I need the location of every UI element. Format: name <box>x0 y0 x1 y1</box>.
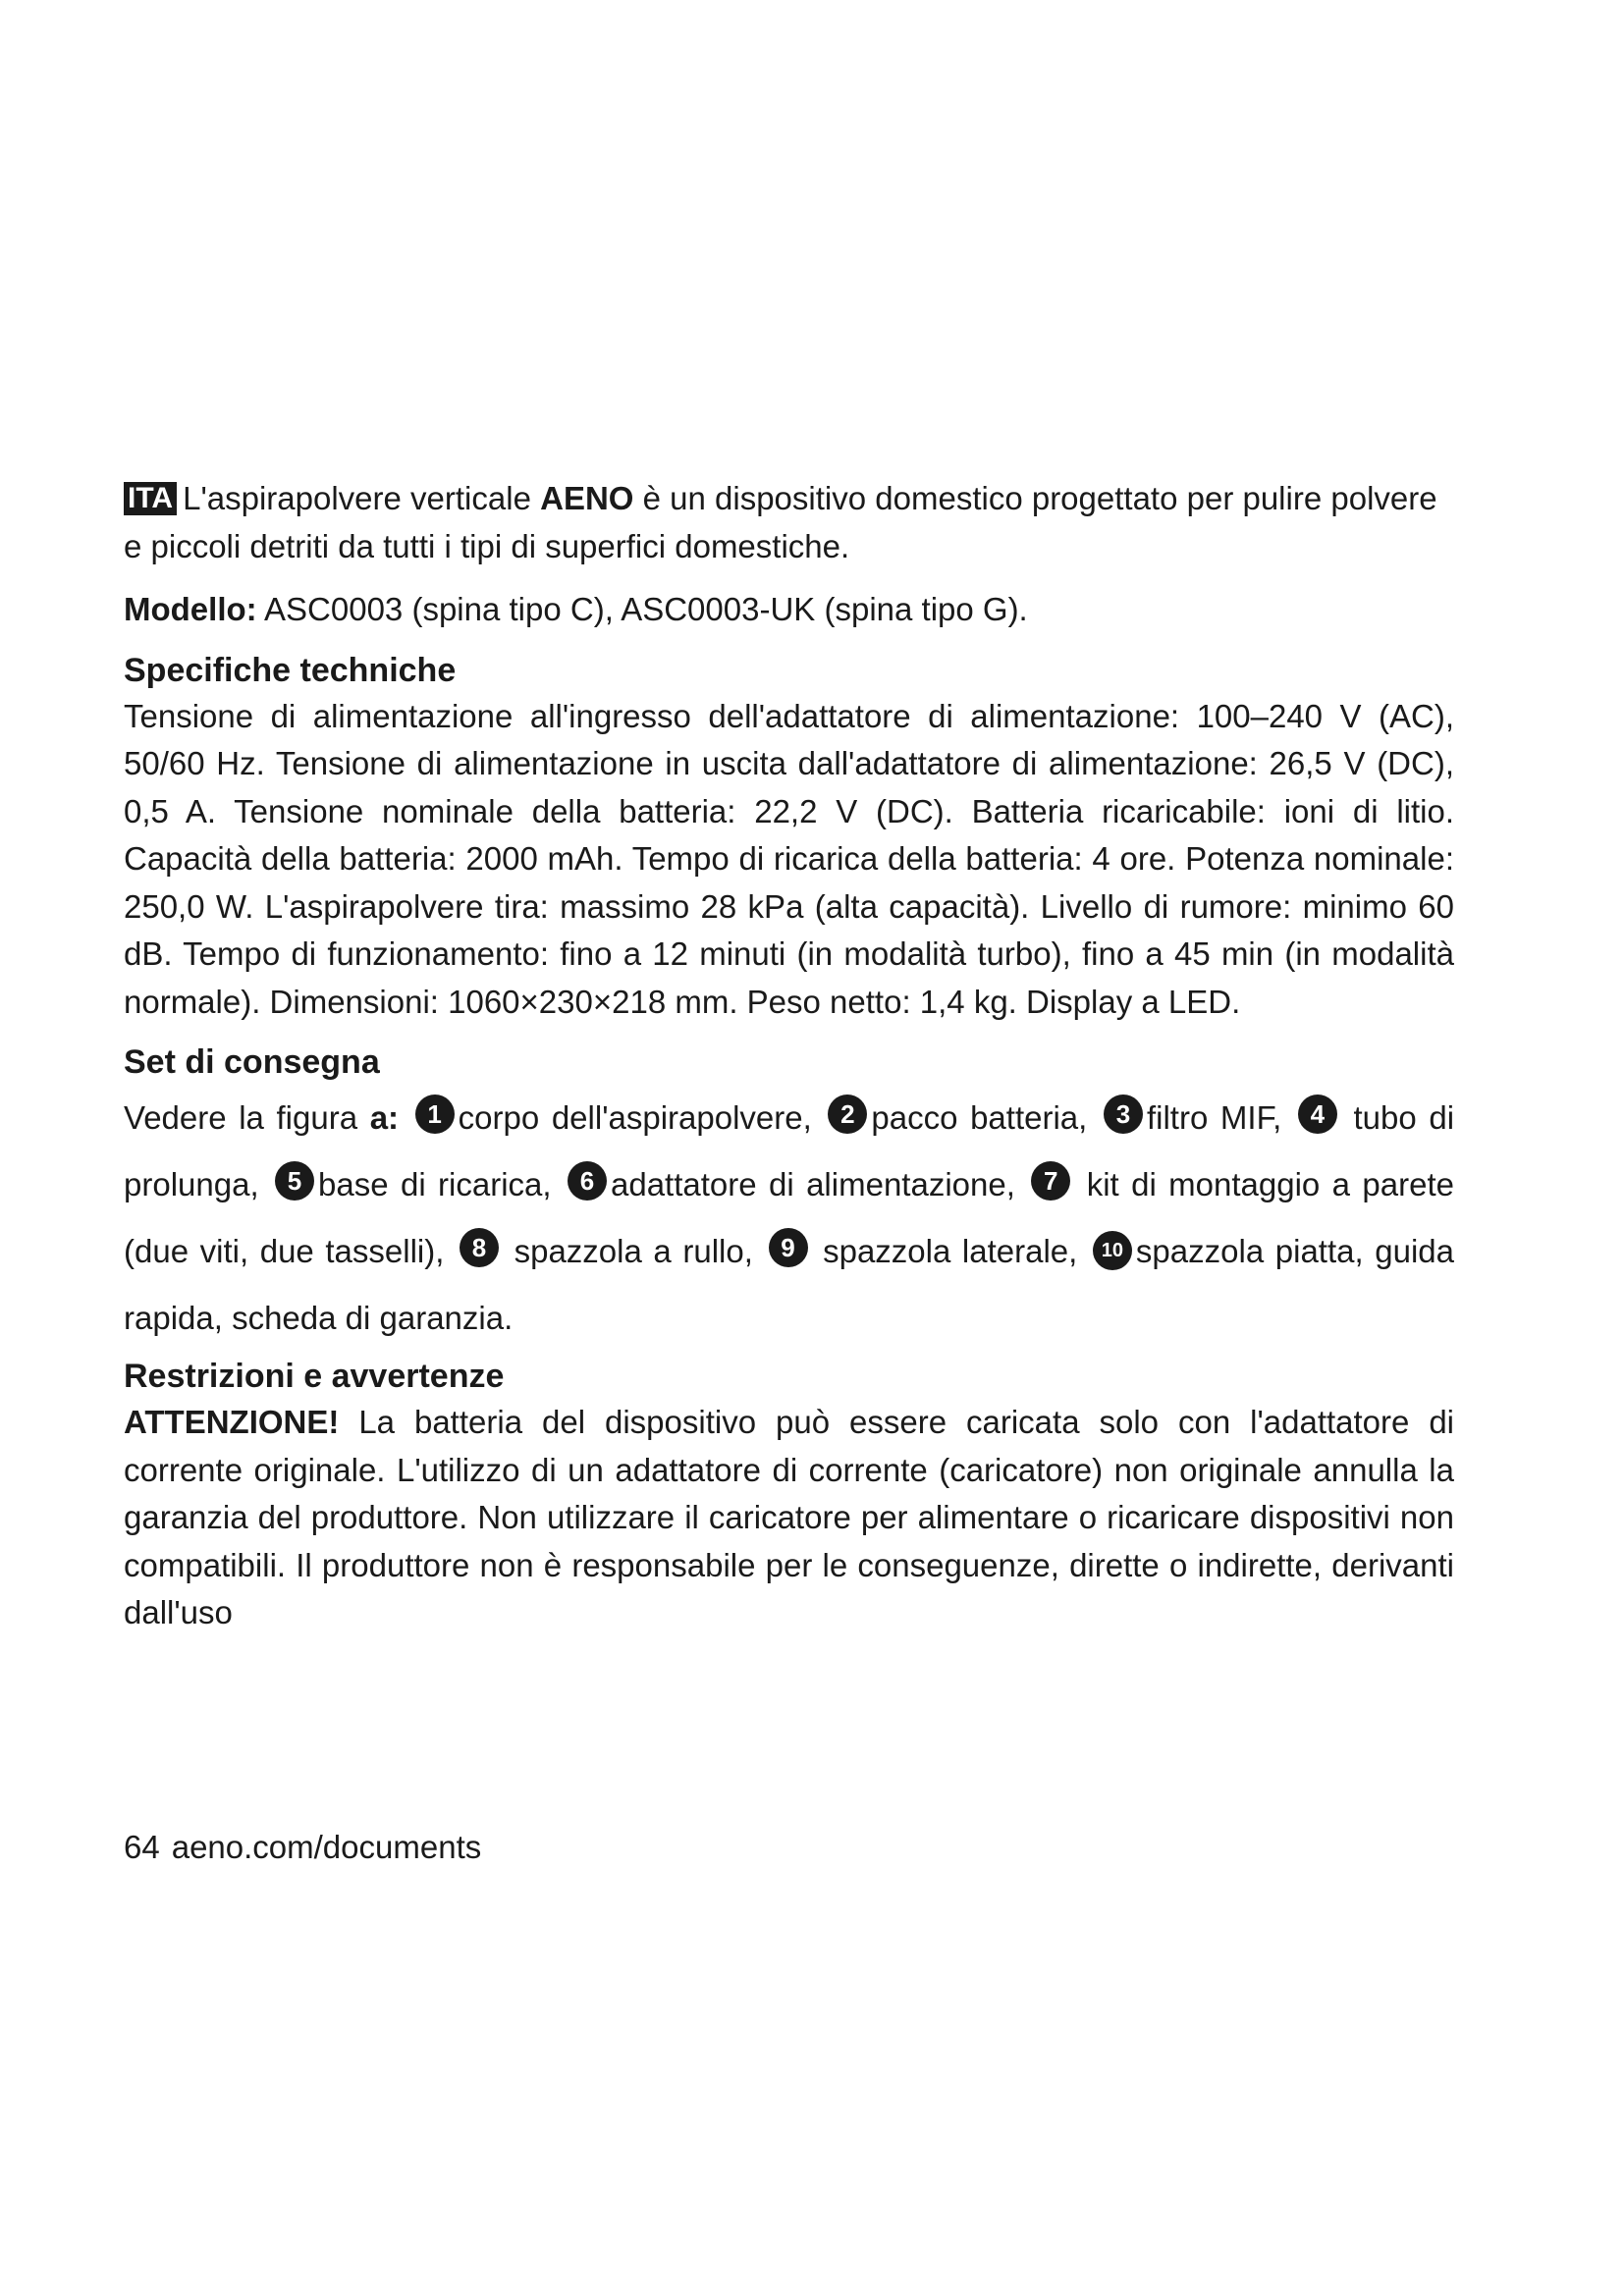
item-number-badge: 1 <box>415 1095 455 1134</box>
item-number-badge: 5 <box>275 1161 314 1201</box>
page-number: 64 <box>124 1829 160 1865</box>
item-number-badge: 7 <box>1031 1161 1070 1201</box>
restrictions-heading: Restrizioni e avvertenze <box>124 1358 505 1395</box>
list-item: spazzola piatta, <box>1135 1233 1364 1269</box>
list-item: tubo di prolunga, <box>124 1099 1455 1202</box>
model-label: Modello: <box>124 591 257 627</box>
item-number-badge: 4 <box>1298 1095 1337 1134</box>
brand-name: AENO <box>540 480 634 516</box>
list-item: base di ricarica, <box>318 1166 552 1202</box>
specs-body: Tensione di alimentazione all'ingresso dell'adattatore di alimentazione: 100–240 V (AC), 50/60 Hz. Tensione di alimentazione in uscita dall'adattatore di alimentazione: 26,5 V (DC), 0,5 A. Tensione nominale della batteria: 22,2 V (DC). Batteria ricaricabile: ioni di litio. Capacità della batteria: 2000 mAh. Tempo di ricarica della batteria: 4 ore. Potenza nominale: 250,0 W. L'aspirapolvere tira: massimo 28 kPa (alta capacità). Livello di rumore: minimo 60 dB. Tempo di funzionamento: fino a 12 minuti (in modalità turbo), fino a 45 min (in modalità normale). Dimensioni: 1060×230×218 mm. Peso netto: 1,4 kg. Display a LED. <box>124 697 1454 1020</box>
list-item: spazzola laterale, <box>823 1233 1078 1269</box>
list-item: pacco batteria, <box>871 1099 1088 1136</box>
item-number-badge: 9 <box>769 1228 808 1267</box>
delivery-heading: Set di consegna <box>124 1043 380 1081</box>
item-number-badge: 2 <box>828 1095 867 1134</box>
list-item: corpo dell'aspirapolvere, <box>458 1099 812 1136</box>
delivery-list: Vedere la figura a: 1 corpo dell'aspirapolvere, 2 pacco batteria, 3 filtro MIF, 4 tubo di prolunga, 5 base di ricarica, 6 adattatore di alimentazione, 7 kit di montaggio a parete (due viti, due tasselli), 8 spazzola a rullo, 9 spazzola laterale, 10 spazzola piatta, guida rapida, scheda di garanzia. <box>124 1085 1454 1352</box>
footer-url: aeno.com/documents <box>171 1829 482 1865</box>
item-number-badge: 3 <box>1104 1095 1143 1134</box>
specs-heading: Specifiche techniche <box>124 651 457 689</box>
delivery-tail: guida rapida, scheda di garanzia. <box>124 1233 1454 1336</box>
item-number-badge: 8 <box>460 1228 499 1267</box>
page-footer <box>124 1828 493 1867</box>
warning-label: ATTENZIONE! <box>124 1404 340 1440</box>
figure-ref: a: <box>369 1099 400 1136</box>
manual-page <box>124 475 1454 1637</box>
model-value: ASC0003 (spina tipo C), ASC0003-UK (spina tipo G). <box>264 591 1028 627</box>
restrictions-body: ATTENZIONE! La batteria del dispositivo può essere caricata solo con l'adattatore di corrente originale. L'utilizzo di un adattatore di corrente (caricatore) non originale annulla la garanzia del produttore. Non utilizzare il caricatore per alimentare o ricaricare dispositivi non compatibili. Il produttore non è responsabile per le conseguenze, dirette o indirette, derivanti dall'uso <box>124 1404 1454 1630</box>
language-badge: ITA <box>124 482 177 515</box>
list-item: kit di montaggio a parete (due viti, due tasselli), <box>124 1166 1454 1269</box>
list-item: filtro MIF, <box>1146 1099 1282 1136</box>
list-item: adattatore di alimentazione, <box>610 1166 1015 1202</box>
item-number-badge: 10 <box>1093 1231 1132 1270</box>
list-item: spazzola a rullo, <box>514 1233 753 1269</box>
model-line <box>124 586 1454 634</box>
item-number-badge: 6 <box>568 1161 607 1201</box>
delivery-set <box>124 1085 1454 1352</box>
intro-paragraph: ITA L'aspirapolvere verticale AENO è un dispositivo domestico progettato per pulire polvere e piccoli detriti da tutti i tipi di superfici domestiche. <box>124 480 1437 564</box>
